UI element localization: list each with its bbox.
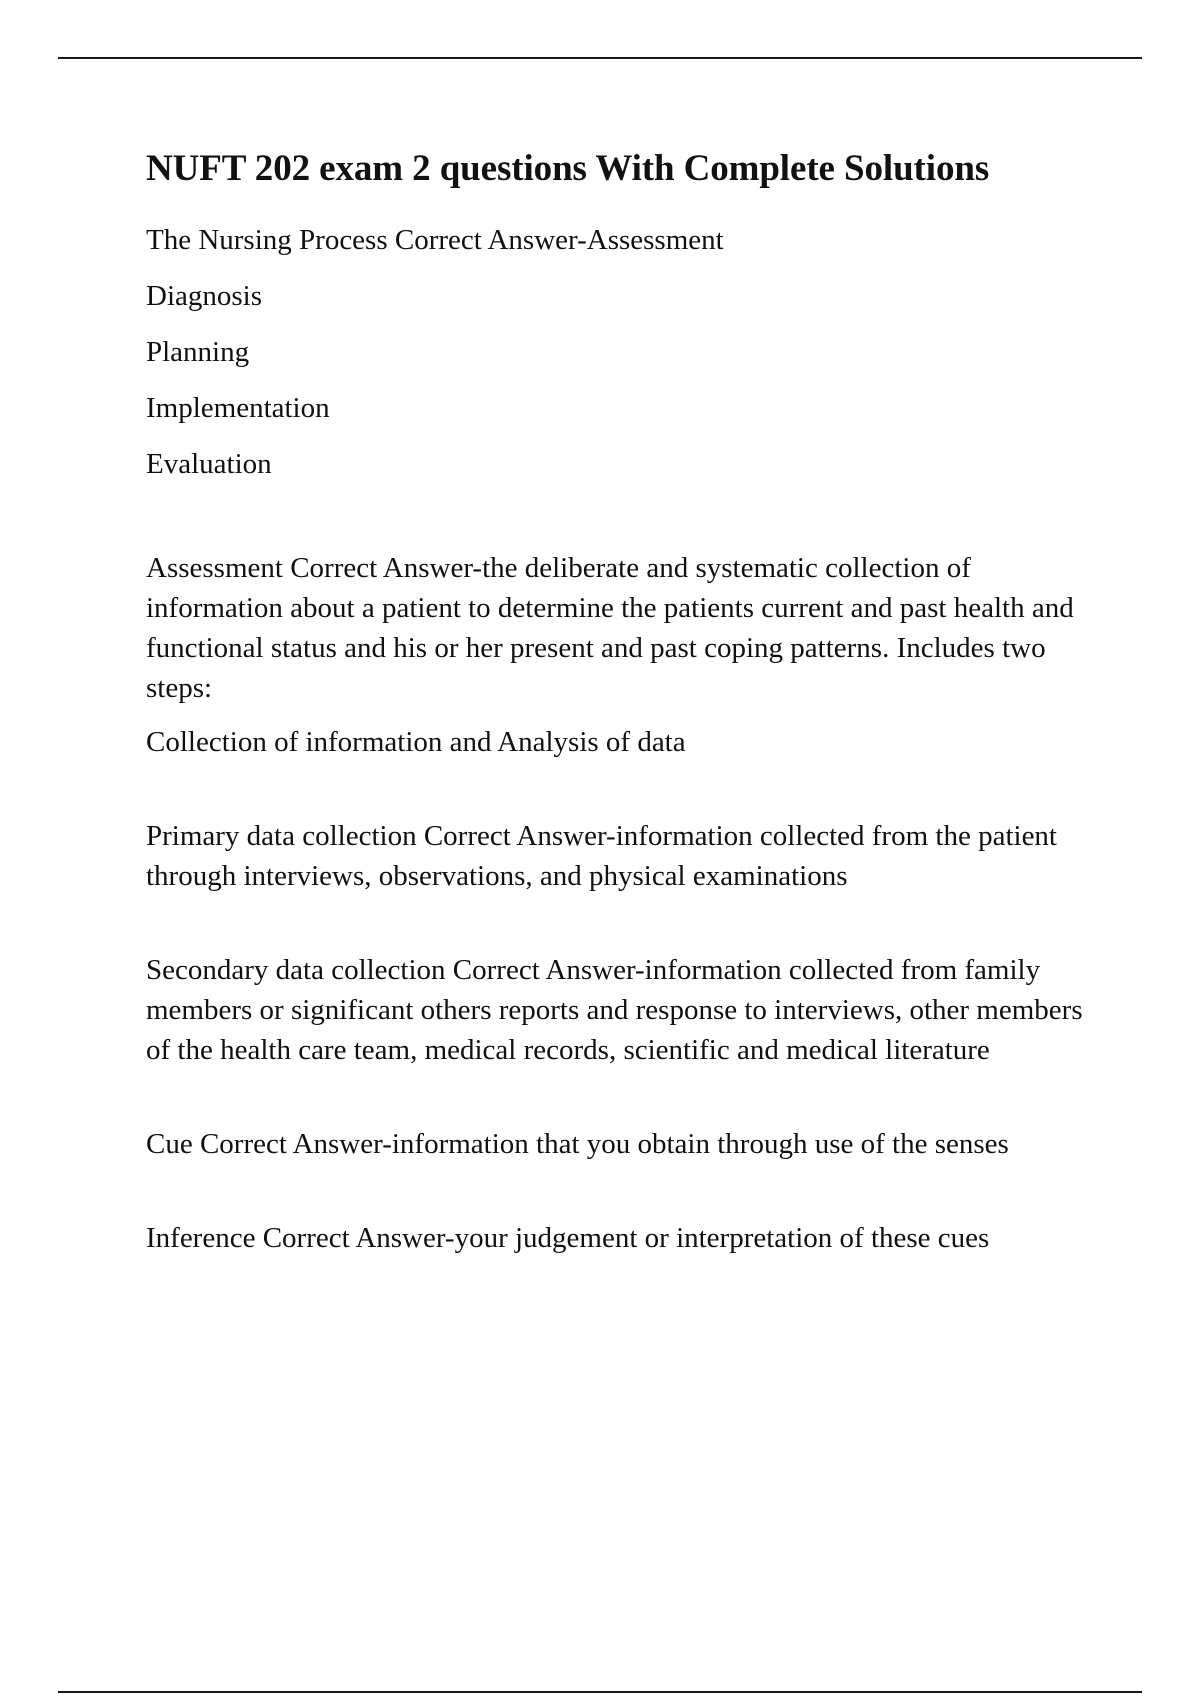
primary-data-definition: Primary data collection Correct Answer-information collected from the patient through interviews, observations, and physical examinations bbox=[146, 820, 1057, 892]
nursing-process-step-diagnosis: Diagnosis bbox=[146, 280, 262, 312]
nursing-process-step-planning: Planning bbox=[146, 336, 250, 368]
inference-definition: Inference Correct Answer-your judgement or interpretation of these cues bbox=[146, 1222, 990, 1254]
nursing-process-step-evaluation: Evaluation bbox=[146, 448, 272, 480]
assessment-steps: Collection of information and Analysis of data bbox=[146, 726, 686, 758]
nursing-process-intro: The Nursing Process Correct Answer-Assessment bbox=[146, 224, 724, 256]
document-title: NUFT 202 exam 2 questions With Complete Solutions bbox=[146, 148, 990, 189]
secondary-data-definition: Secondary data collection Correct Answer-information collected from family members or significant others reports and response to interviews, other members of the health care team, medical records, scientific and medical literature bbox=[146, 954, 1083, 1066]
nursing-process-step-implementation: Implementation bbox=[146, 392, 330, 424]
document-body bbox=[146, 142, 1096, 1258]
cue-definition: Cue Correct Answer-information that you obtain through use of the senses bbox=[146, 1128, 1009, 1160]
assessment-definition: Assessment Correct Answer-the deliberate and systematic collection of information about a patient to determine the patients current and past health and functional status and his or her present and past coping patterns. Includes two steps: bbox=[146, 552, 1074, 704]
top-divider bbox=[58, 57, 1142, 59]
bottom-divider bbox=[58, 1691, 1142, 1693]
